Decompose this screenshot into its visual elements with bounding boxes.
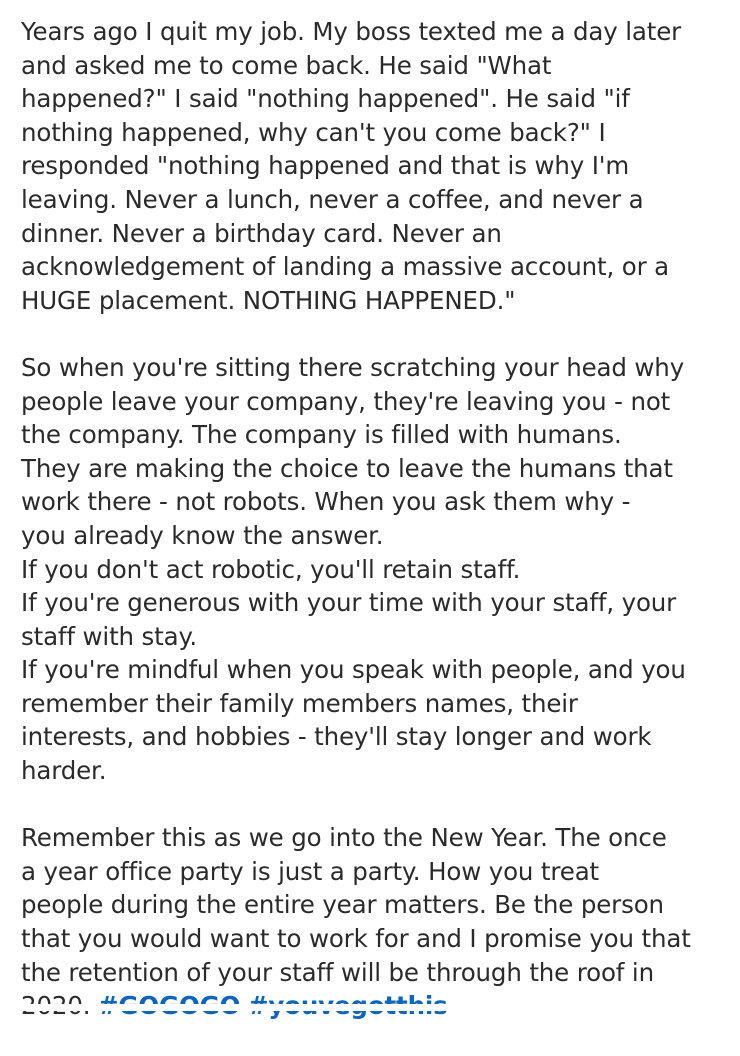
text-line: work there - not robots. When you ask them why -: [21, 487, 631, 517]
text-line: Remember this as we go into the New Year. The once: [21, 823, 667, 853]
text-line: So when you're sitting there scratching your head why: [21, 352, 685, 382]
post-paragraph-2: [21, 351, 733, 788]
text-line: acknowledgement of landing a massive account, or a: [21, 252, 670, 282]
text-line: If you're generous with your time with your staff, your: [21, 588, 677, 618]
text-line: dinner. Never a birthday card. Never an: [21, 218, 502, 248]
text-line: that you would want to work for and I promise you that: [21, 924, 691, 954]
text-line: nothing happened, why can't you come back?" I: [21, 117, 606, 147]
text-line: a year office party is just a party. How you treat: [21, 856, 600, 886]
text-line: If you're mindful when you speak with people, and you: [21, 655, 686, 685]
post-paragraph-1: [21, 15, 733, 317]
text-line: people during the entire year matters. Be the person: [21, 890, 664, 920]
text-line: If you don't act robotic, you'll retain staff.: [21, 554, 521, 584]
text-line: They are making the choice to leave the humans that: [21, 453, 673, 483]
text-line: HUGE placement. NOTHING HAPPENED.": [21, 285, 516, 315]
text-line: people leave your company, they're leaving you - not: [21, 386, 671, 416]
text-line: Years ago I quit my job. My boss texted me a day later: [21, 17, 682, 46]
text-line: happened?" I said "nothing happened". He said "if: [21, 84, 630, 114]
text-line: leaving. Never a lunch, never a coffee, and never a: [21, 184, 644, 214]
post-paragraph-3: [21, 821, 733, 1023]
post-body: [21, 15, 733, 1056]
screenshot-crop-edge: [0, 1004, 740, 1011]
text-line: responded "nothing happened and that is why I'm: [21, 151, 630, 181]
text-line: remember their family members names, their: [21, 688, 578, 718]
text-line: staff with stay.: [21, 621, 197, 651]
text-line: the company. The company is filled with humans.: [21, 420, 622, 450]
text-line: and asked me to come back. He said "What: [21, 50, 552, 80]
text-line: the retention of your staff will be through the roof in: [21, 957, 654, 987]
text-line: harder.: [21, 756, 107, 786]
text-line: you already know the answer.: [21, 520, 384, 550]
text-line: interests, and hobbies - they'll stay longer and work: [21, 722, 652, 752]
